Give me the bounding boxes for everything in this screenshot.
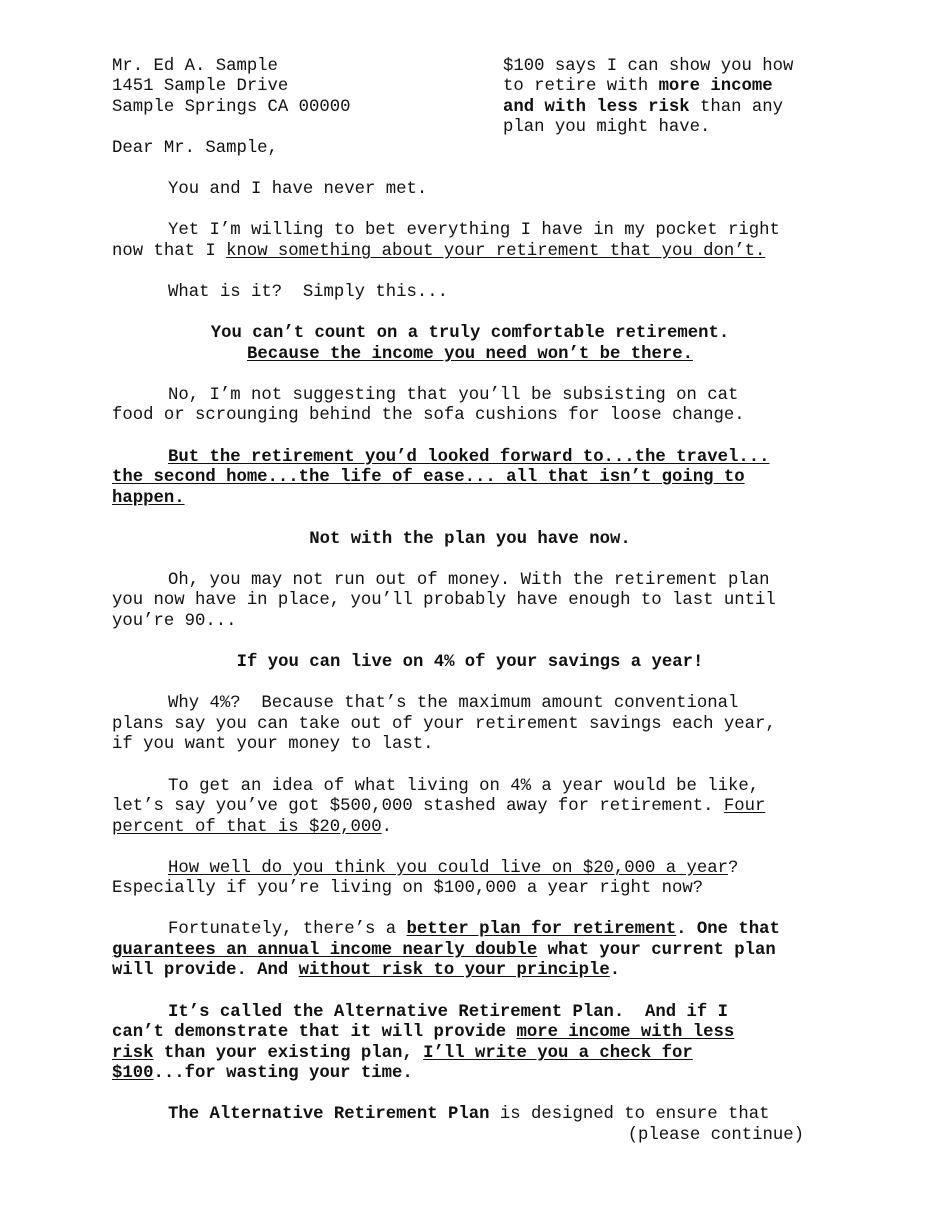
para-guarantee-line-4: $100...for wasting your time.	[112, 1064, 413, 1083]
address-street: 1451 Sample Drive	[112, 77, 289, 96]
headline-line-1: $100 says I can show you how	[503, 57, 794, 76]
salutation: Dear Mr. Sample,	[112, 139, 278, 158]
para-better-plan-line-3: will provide. And without risk to your principle.	[112, 961, 621, 980]
para-guarantee-line-2: can’t demonstrate that it will provide more income with less	[112, 1023, 735, 1042]
para-what-is-it: What is it? Simply this...	[168, 283, 449, 302]
headline-line-4: plan you might have.	[503, 118, 711, 137]
subhead-four-percent: If you can live on 4% of your savings a year!	[236, 653, 704, 672]
para-travel-line-2: the second home...the life of ease... all that isn’t going to	[112, 468, 745, 487]
subhead-income-wont-be-there: Because the income you need won’t be there.	[247, 345, 693, 364]
address-name: Mr. Ed A. Sample	[112, 57, 278, 76]
para-why-4-line-1: Why 4%? Because that’s the maximum amount conventional	[168, 694, 739, 713]
subhead-not-with-plan: Not with the plan you have now.	[309, 530, 631, 549]
para-guarantee-line-1: It’s called the Alternative Retirement Plan. And if I	[168, 1003, 729, 1022]
para-run-out-line-3: you’re 90...	[112, 612, 237, 631]
para-500k-line-3: percent of that is $20,000.	[112, 818, 393, 837]
para-designed-line-1: The Alternative Retirement Plan is designed to ensure that	[168, 1105, 770, 1124]
para-run-out-line-2: you now have in place, you’ll probably have enough to last until	[112, 591, 776, 610]
para-why-4-line-2: plans say you can take out of your retirement savings each year,	[112, 715, 776, 734]
para-never-met: You and I have never met.	[168, 180, 428, 199]
subhead-cant-count: You can’t count on a truly comfortable retirement.	[210, 324, 730, 343]
para-travel-line-3: happen.	[112, 489, 185, 508]
address-city: Sample Springs CA 00000	[112, 98, 351, 117]
para-bet-line-1: Yet I’m willing to bet everything I have in my pocket right	[168, 221, 780, 240]
headline-line-2: to retire with more income	[503, 77, 773, 96]
para-bet-line-2: now that I know something about your retirement that you don’t.	[112, 242, 766, 261]
para-how-well-line-2: Especially if you’re living on $100,000 a year right now?	[112, 879, 704, 898]
para-better-plan-line-2: guarantees an annual income nearly double what your current plan	[112, 941, 776, 960]
para-better-plan-line-1: Fortunately, there’s a better plan for retirement. One that	[168, 920, 780, 939]
continue-notice: (please continue)	[627, 1126, 804, 1145]
para-cat-food-line-2: food or scrounging behind the sofa cushions for loose change.	[112, 406, 745, 425]
para-guarantee-line-3: risk than your existing plan, I’ll write you a check for	[112, 1044, 693, 1063]
para-why-4-line-3: if you want your money to last.	[112, 735, 434, 754]
para-cat-food-line-1: No, I’m not suggesting that you’ll be subsisting on cat	[168, 386, 739, 405]
para-how-well-line-1: How well do you think you could live on $20,000 a year?	[168, 859, 739, 878]
headline-line-3: and with less risk than any	[503, 98, 784, 117]
para-run-out-line-1: Oh, you may not run out of money. With the retirement plan	[168, 571, 770, 590]
para-500k-line-1: To get an idea of what living on 4% a year would be like,	[168, 777, 760, 796]
para-travel-line-1: But the retirement you’d looked forward to...the travel...	[168, 448, 770, 467]
para-500k-line-2: let’s say you’ve got $500,000 stashed away for retirement. Four	[112, 797, 766, 816]
